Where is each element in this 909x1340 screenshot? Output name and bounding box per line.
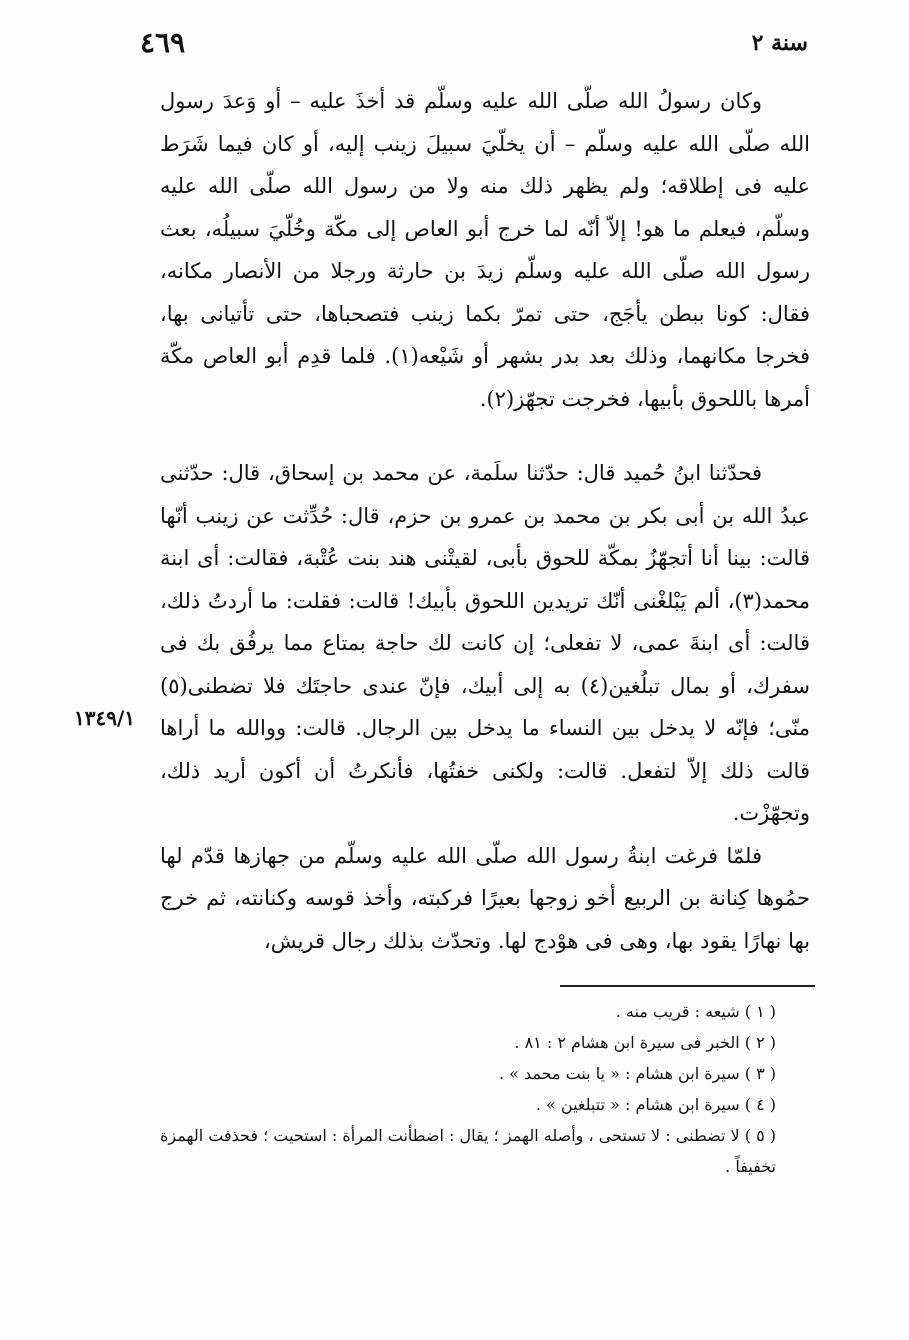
footnote-4: ( ٤ ) سيرة ابن هشام : « تتبلغين » .	[535, 1095, 776, 1114]
footnote-divider	[560, 985, 815, 987]
page-number: ٤٦٩	[140, 26, 186, 59]
main-text	[160, 80, 810, 962]
paragraph-2: فحدّثنا ابنُ حُميد قال: حدّثنا سلَمة، عن محمد بن إسحاق، قال: حدّثنى عبدُ الله بن أبى بكر بن محمد بن عمرو بن حزم، قال: حُدِّثت عن زينب أنّها قالت: بينا أنا أتجهّزُ بمكّة للحوق بأبى، لقيتْنى هند بنت عُتْبة، فقالت: أى ابنة محمد(٣)، ألم يَبْلغْنى أنّك تريدين اللحوق بأبيك! قالت: فقلت: ما أردتُ ذلك، قالت: أى ابنةَ عمى، لا تفعلى؛ إن كانت لك حاجة بمتاع مما يرفُق بك فى سفرك، أو بمال تبلُغين(٤) به إلى أبيك، فإنّ عندى حاجتَك فلا تضطنى(٥) منّى؛ فإنّه لا يدخل بين النساء ما يدخل بين الرجال. قالت: ووالله ما أراها قالت ذلك إلاّ لتفعل. قالت: ولكنى خفتُها، فأنكرتُ أن أكون أريد ذلك، وتجهّزْت.	[160, 461, 810, 825]
paragraph-1: وكان رسولُ الله صلّى الله عليه وسلّم قد أخذَ عليه – أو وَعدَ رسول الله صلّى الله عليه وسلّم – أن يخلّيَ سبيلَ زينب إليه، أو كان فيما شَرَط عليه فى إطلاقه؛ ولم يظهر ذلك منه ولا من رسول الله صلّى الله عليه وسلّم، فيعلم ما هو! إلاّ أنّه لما خرج أبو العاص إلى مكّة وخُلّيَ سبيلُه، بعث رسول الله صلّى الله عليه وسلّم زيدَ بن حارثة ورجلا من الأنصار مكانه، فقال: كونا ببطن يأجَج، حتى تمرّ بكما زينب فتصحباها، حتى تأتيانى بها، فخرجا مكانهما، وذلك بعد بدر بشهر أو شَيْعه(١). فلما قدِم أبو العاص مكّة أمرها باللحوق بأبيها، فخرجت تجهّز(٢).	[160, 89, 811, 411]
footnotes	[160, 996, 810, 1182]
footnote-3: ( ٣ ) سيرة ابن هشام : « يا بنت محمد » .	[498, 1064, 776, 1083]
footnote-2: ( ٢ ) الخبر فى سيرة ابن هشام ٢ : ٨١ .	[514, 1033, 776, 1052]
margin-reference-note: ١٣٤٩/١	[74, 706, 136, 730]
running-head: سنة ٢	[751, 30, 808, 56]
footnote-1: ( ١ ) شيعه : قريب منه .	[615, 1002, 776, 1021]
footnote-5: ( ٥ ) لا تضطنى : لا تستحى ، وأصله الهمز ؛ يقال : اضطأنت المرأة : استحيت ؛ فحذفت الهمزة تخفيفاً .	[160, 1126, 777, 1176]
paragraph-spacer	[160, 420, 810, 452]
page-header	[140, 26, 808, 66]
paragraph-3: فلمّا فرغت ابنةُ رسول الله صلّى الله عليه وسلّم من جهازها قدّم لها حمُوها كِنانة بن الربيع أخو زوجها بعيرًا فركبته، وأخذ قوسه وكنانته، ثم خرج بها نهارًا يقود بها، وهى فى هوْدج لها. وتحدّث بذلك رجال قريش،	[160, 843, 810, 953]
